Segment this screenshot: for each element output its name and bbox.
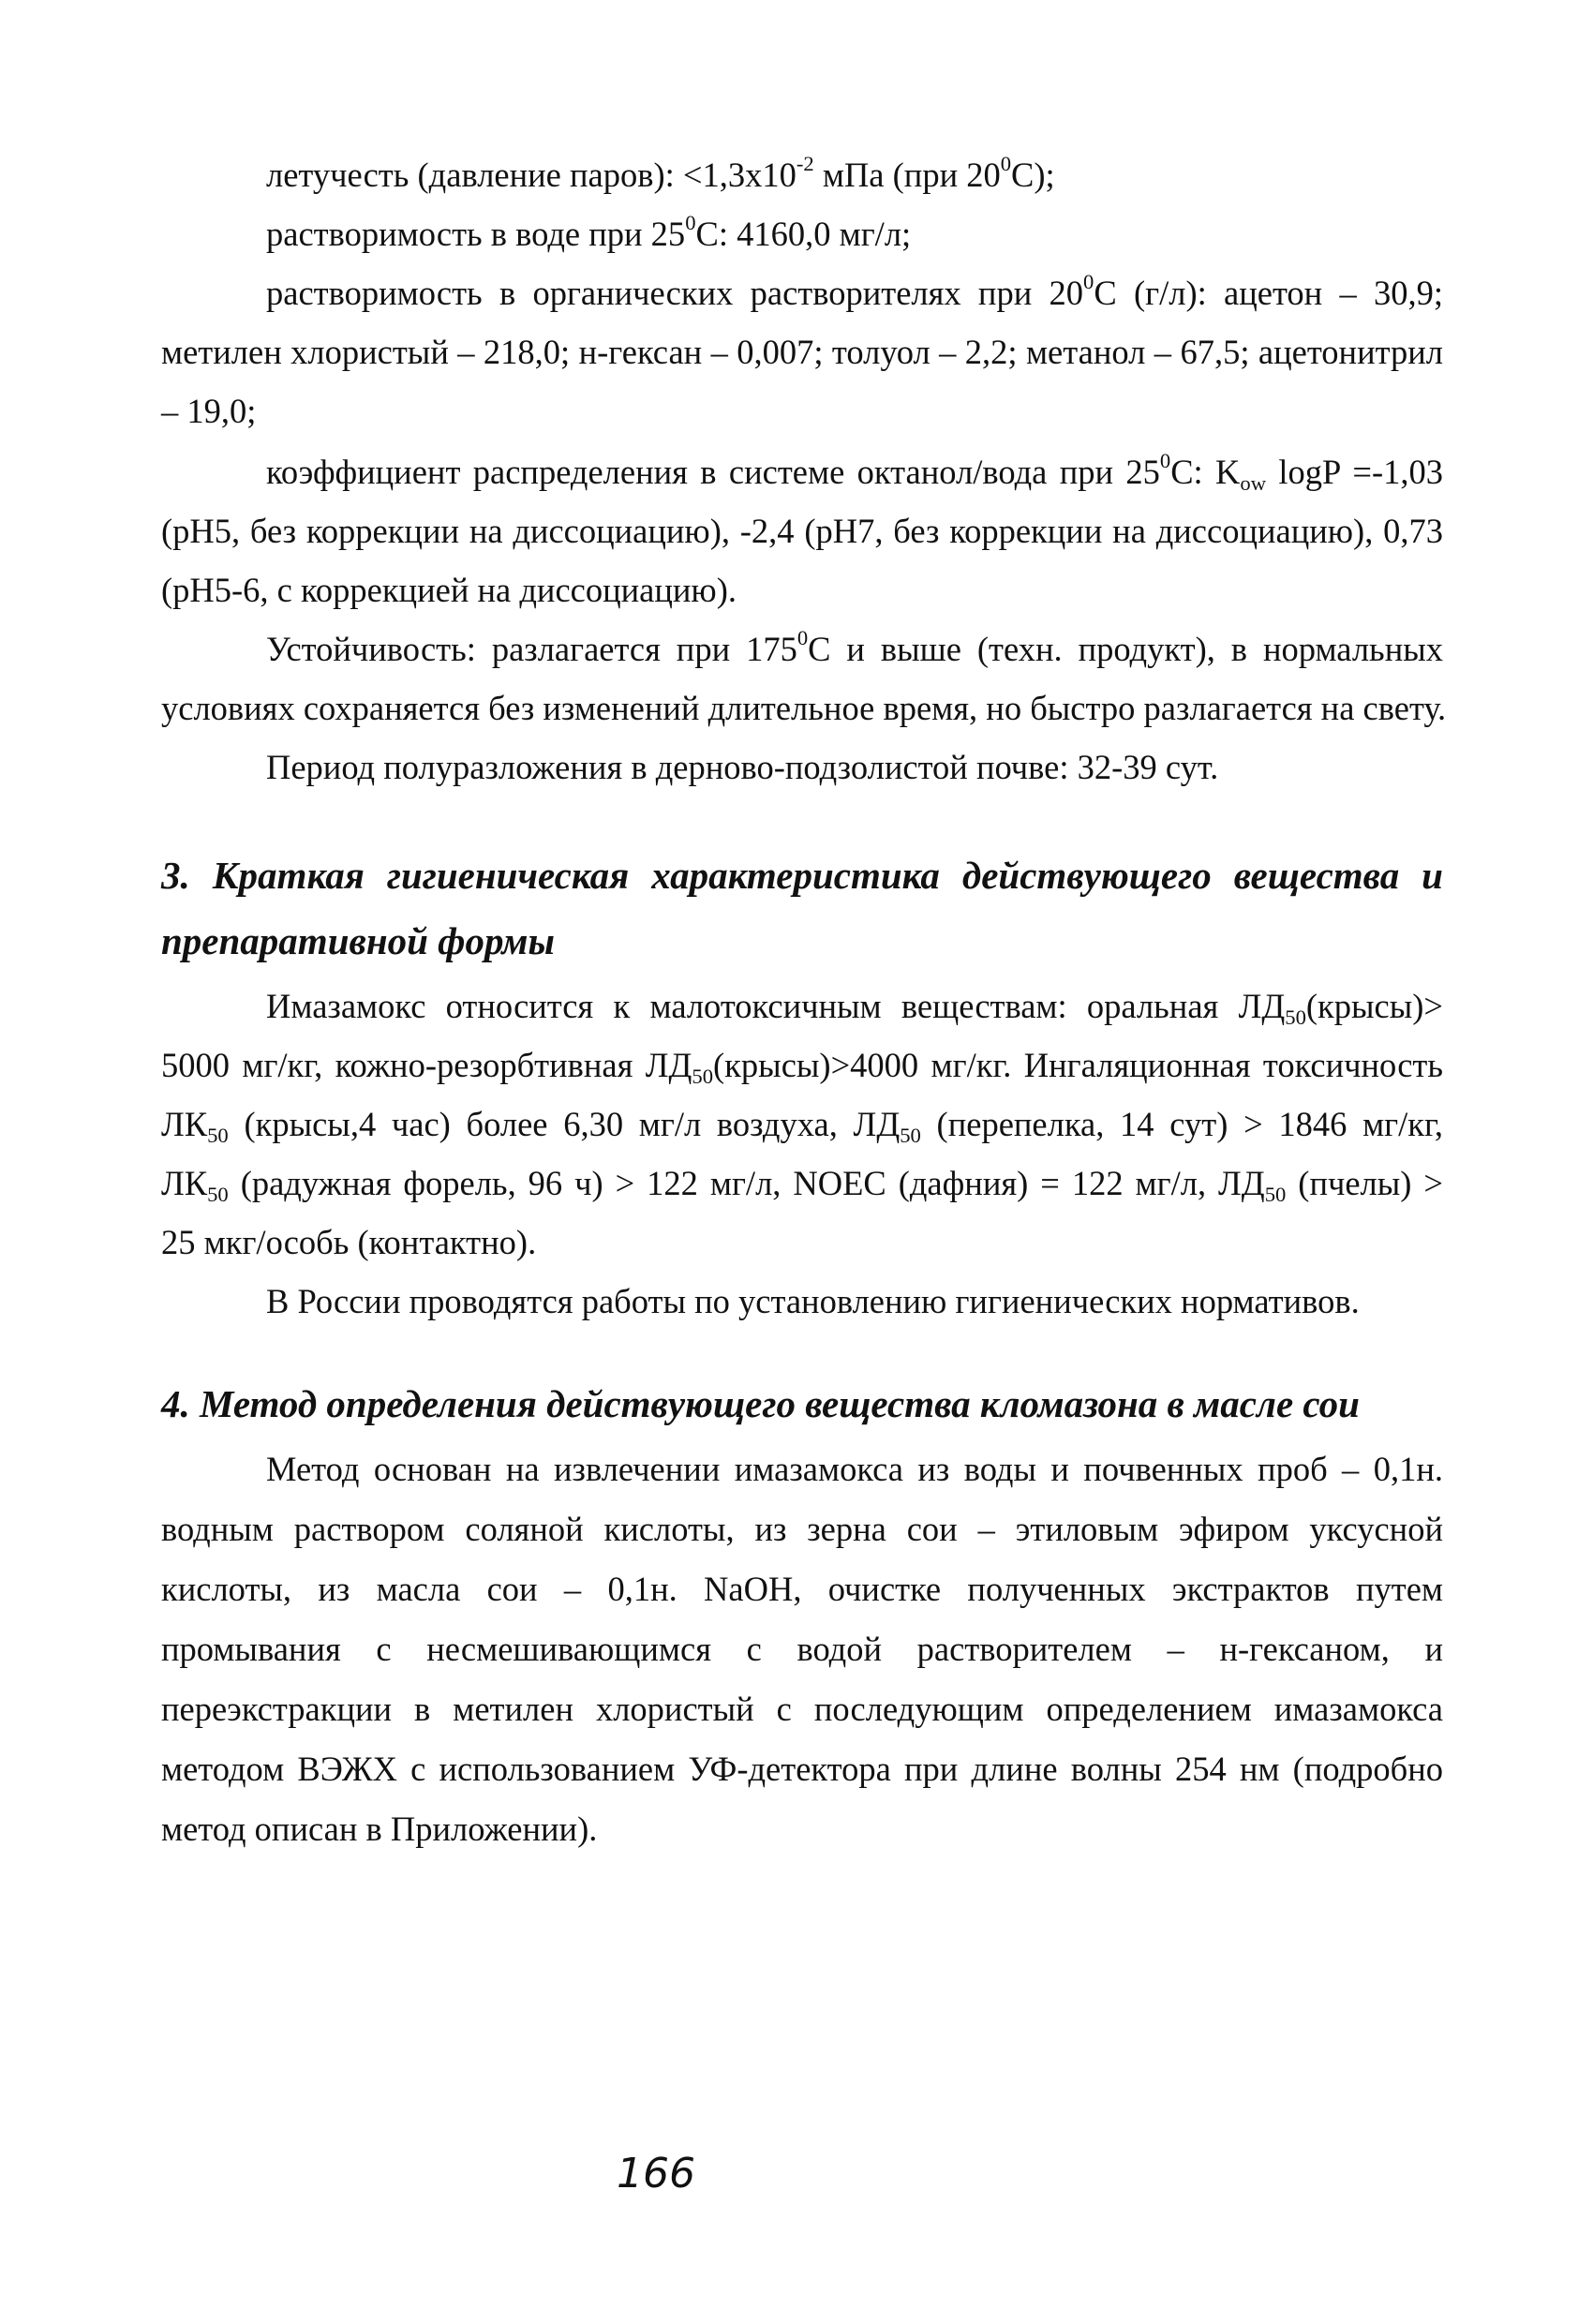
text-line: летучесть (давление паров): $<1,3х10^{-2}$ мПа (при $20^0С$); xyxy=(266,152,1055,194)
text-line: (рН5-6, с коррекцией на диссоциацию). xyxy=(161,571,737,609)
text-line: Устойчивость: разлагается при $175^0С$ и выше (техн. продукт), в нормальных xyxy=(266,626,1443,668)
text-line: методом ВЭЖХ с использованием УФ-детектора при длине волны 254 нм (подробно xyxy=(161,1750,1443,1788)
text-line: коэффициент распределения в системе октанол/вода при $25^0С$: $K_{ow}$ logP =-1,03 xyxy=(266,449,1443,495)
text-line: 5000 мг/кг, кожно-резорбтивная $ЛД_{50}(крысы)>4000$ мг/кг. Ингаляционная токсичность xyxy=(161,1046,1443,1088)
page-number: 166 xyxy=(617,2150,695,2197)
text-line: метилен хлористый – 218,0; н-гексан – 0,007; толуол – 2,2; метанол – 67,5; ацетонитрил xyxy=(161,333,1443,371)
text-line: растворимость в воде при $25^0С$: 4160,0 мг/л; xyxy=(266,211,912,253)
text-line: условиях сохраняется без изменений длительное время, но быстро разлагается на свету. xyxy=(161,689,1447,727)
section-heading: 4. Метод определения действующего вещества кломазона в масле сои xyxy=(161,1382,1360,1425)
text-line: Метод основан на извлечении имазамокса из воды и почвенных проб – 0,1н. xyxy=(266,1450,1443,1488)
text-line: растворимость в органических растворителях при $20^0С$ (г/л): ацетон – 30,9; xyxy=(266,270,1444,312)
text-line: – 19,0; xyxy=(161,392,257,430)
section-heading: препаративной формы xyxy=(161,919,555,962)
text-line: водным раствором соляной кислоты, из зерна сои – этиловым эфиром уксусной xyxy=(161,1510,1443,1548)
text-line: $ЛК_{50}$ (крысы,4 час) более 6,30 мг/л воздуха, $ЛД_{50}$ (перепелка, 14 сут) > 1846 мг/кг, xyxy=(161,1105,1443,1147)
text-line: В России проводятся работы по установлению гигиенических нормативов. xyxy=(266,1282,1360,1320)
text-line: Имазамокс относится к малотоксичным веществам: оральная $ЛД_{50}(крысы)>$ xyxy=(266,987,1443,1029)
text-line: Период полуразложения в дерново-подзолистой почве: 32-39 сут. xyxy=(266,748,1219,786)
text-line: $ЛК_{50}$ (радужная форель, 96 ч) > 122 мг/л, NOEC (дафния) = 122 мг/л, $ЛД_{50}$ (пчелы) > xyxy=(161,1164,1443,1206)
text-line: промывания с несмешивающимся с водой растворителем – н-гексаном, и xyxy=(161,1630,1443,1668)
text-line: метод описан в Приложении). xyxy=(161,1810,598,1848)
text-line: 25 мкг/особь (контактно). xyxy=(161,1223,537,1261)
text-line: кислоты, из масла сои – 0,1н. NaOH, очистке полученных экстрактов путем xyxy=(161,1570,1443,1608)
text-line: переэкстракции в метилен хлористый с последующим определением имазамокса xyxy=(161,1690,1443,1728)
text-line: (рН5, без коррекции на диссоциацию), -2,4 (рН7, без коррекции на диссоциацию), 0,73 xyxy=(161,512,1443,550)
section-heading: 3. Краткая гигиеническая характеристика действующего вещества и xyxy=(161,854,1443,897)
